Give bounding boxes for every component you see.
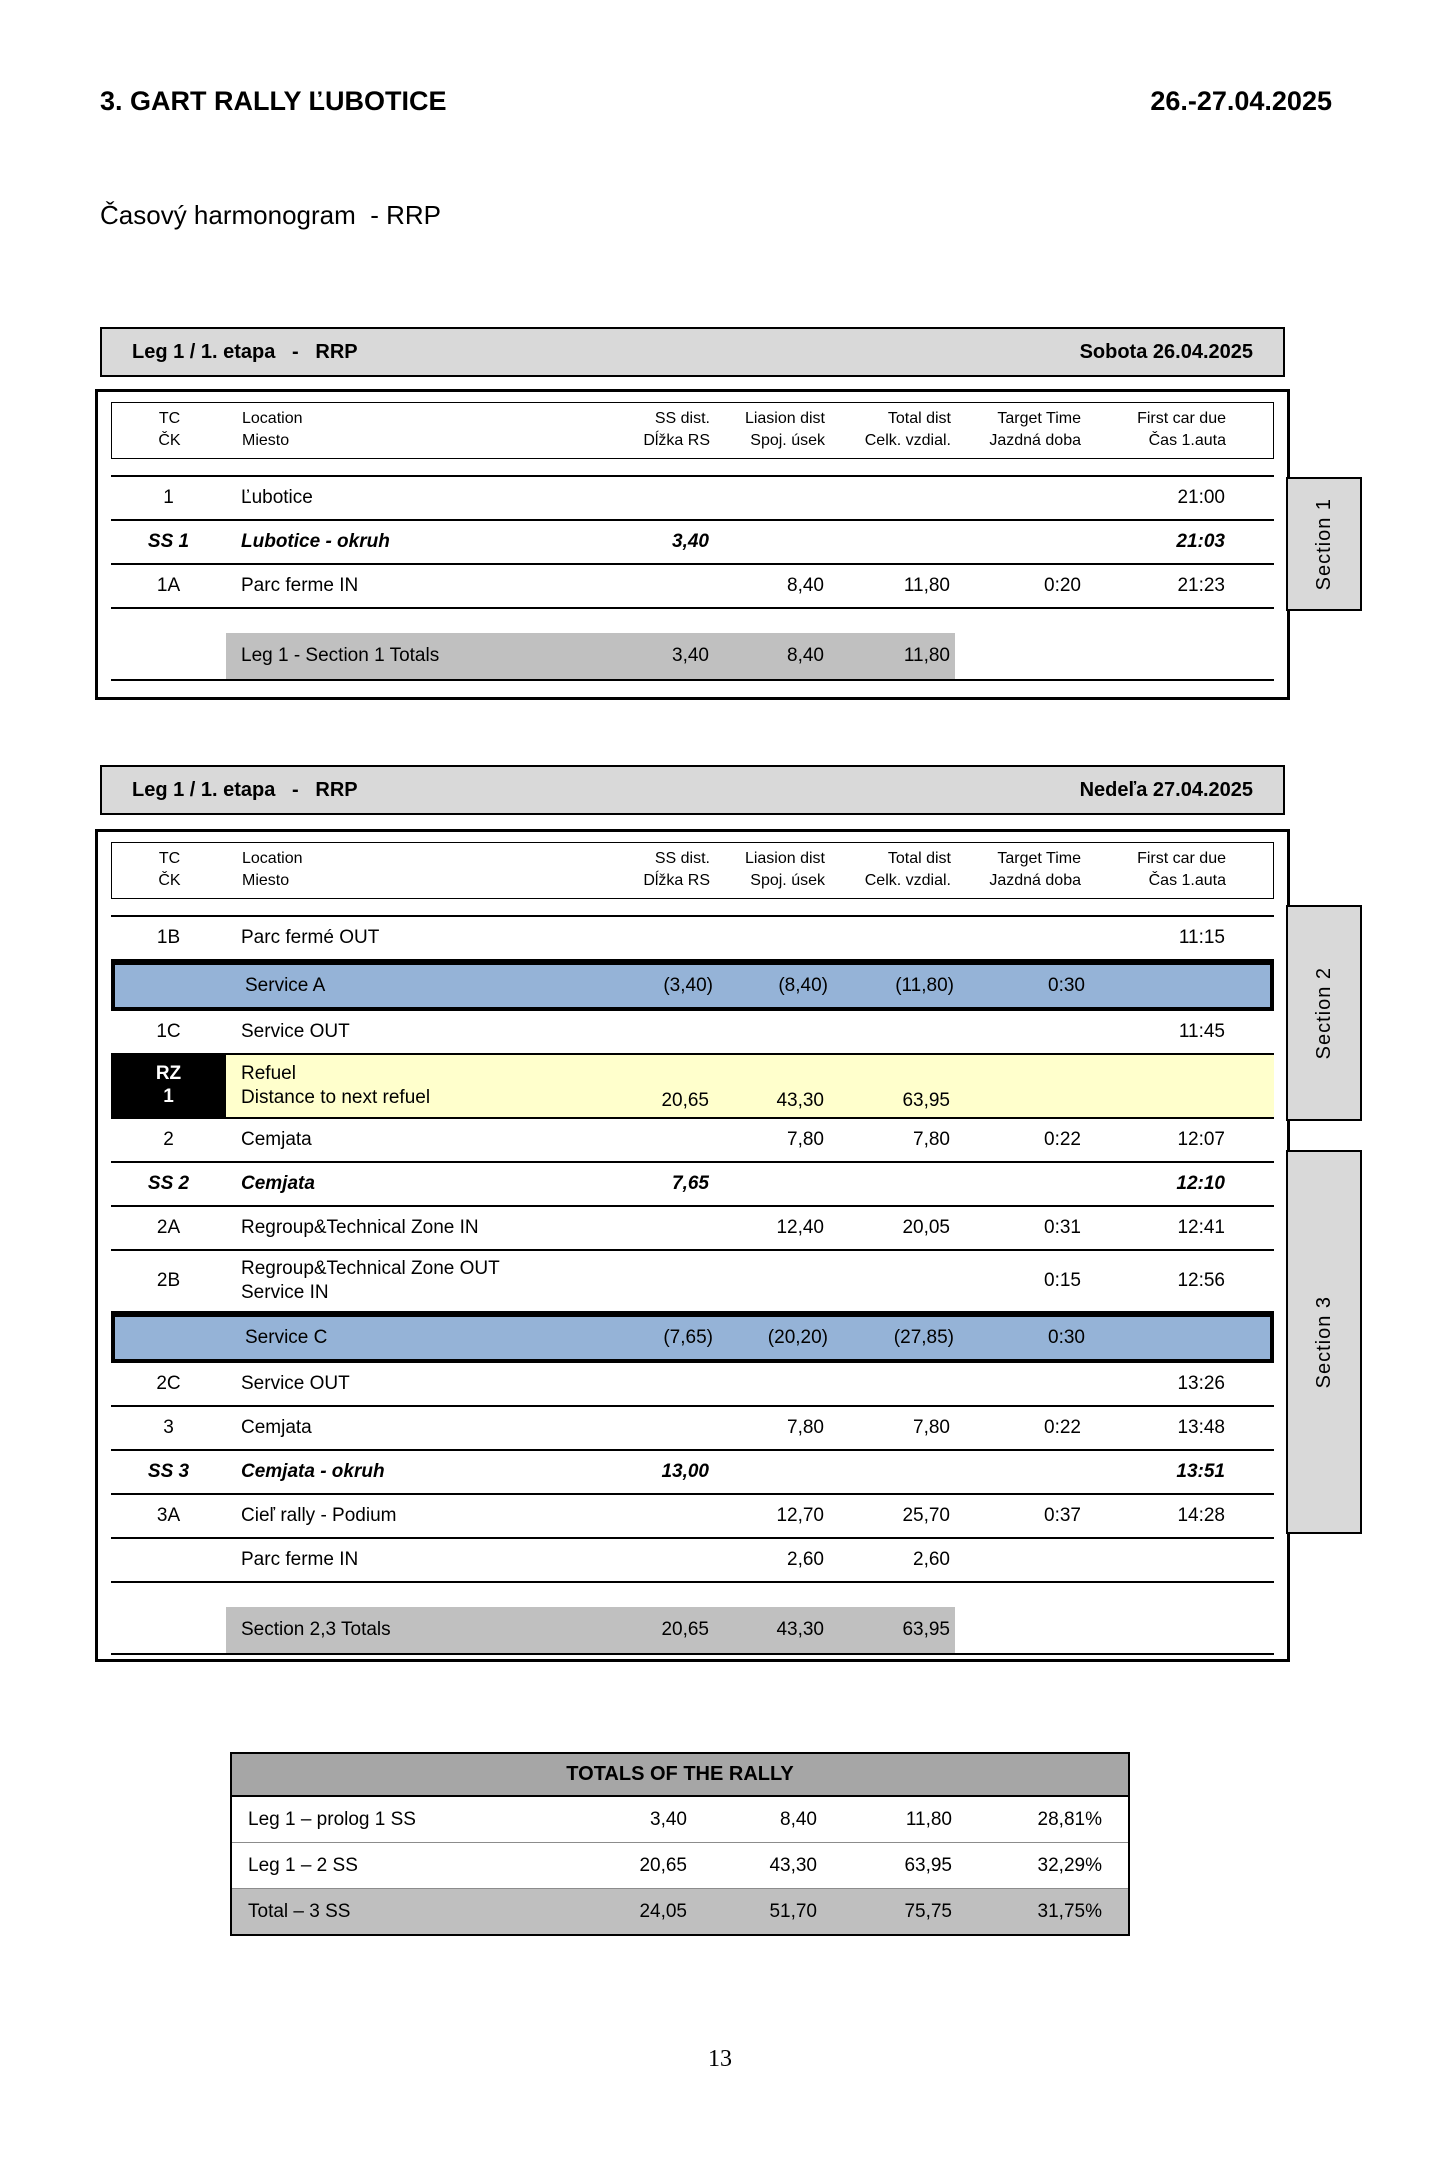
col-header-liaison-dist: Liasion dist Spoj. úsek xyxy=(744,850,825,889)
cell-tc: 2C xyxy=(156,1373,181,1395)
cell-liaison-dist: 43,30 xyxy=(776,1090,824,1112)
cell-liaison-dist: 12,40 xyxy=(776,1217,824,1239)
rally-totals-row xyxy=(232,1797,1128,1842)
totals-total: 11,80 xyxy=(829,633,955,679)
rally-totals-row-total xyxy=(232,1888,1128,1934)
schedule-table-sunday xyxy=(95,829,1290,1662)
leg-title: Leg 1 / 1. etapa - RRP xyxy=(132,340,358,363)
rally-row-pct: 28,81% xyxy=(1037,1808,1102,1830)
cell-total-dist: 25,70 xyxy=(902,1505,950,1527)
cell-first-car: 21:00 xyxy=(1177,487,1225,509)
cell-location: Lubotice - okruh xyxy=(241,531,390,553)
cell-tc: 3 xyxy=(163,1417,174,1439)
table-rows xyxy=(111,915,1274,1583)
schedule-table-saturday xyxy=(95,389,1290,700)
special-stage-row xyxy=(111,1163,1274,1207)
table-row xyxy=(111,1407,1274,1451)
cell-ss-dist: 3,40 xyxy=(672,531,709,553)
special-stage-row xyxy=(111,521,1274,565)
cell-first-car: 21:23 xyxy=(1177,575,1225,597)
rally-row-ss: 20,65 xyxy=(639,1854,687,1876)
cell-total-dist: (11,80) xyxy=(895,975,954,997)
cell-location: Parc ferme IN xyxy=(241,1549,359,1571)
section-2-tab: Section 2 xyxy=(1286,905,1362,1121)
cell-ss-dist: 7,65 xyxy=(672,1173,709,1195)
cell-tc: SS 3 xyxy=(147,1461,190,1483)
special-stage-row xyxy=(111,1451,1274,1495)
cell-liaison-dist: (8,40) xyxy=(778,975,828,997)
rally-row-pct: 31,75% xyxy=(1037,1900,1102,1922)
col-header-target-time: Target Time Jazdná doba xyxy=(989,410,1081,449)
col-header-total-dist: Total dist Celk. vzdial. xyxy=(864,410,951,449)
table-row xyxy=(111,1119,1274,1163)
leg-date: Sobota 26.04.2025 xyxy=(1079,340,1253,363)
table-row xyxy=(111,477,1274,521)
cell-location: Cemjata - okruh xyxy=(241,1461,385,1483)
rally-title: 3. GART RALLY ĽUBOTICE xyxy=(100,86,447,116)
cell-location: Ľubotice xyxy=(241,487,313,509)
cell-first-car: 12:07 xyxy=(1177,1129,1225,1151)
leg-title: Leg 1 / 1. etapa - RRP xyxy=(132,778,358,801)
table-row xyxy=(111,1251,1274,1313)
leg-date: Nedeľa 27.04.2025 xyxy=(1079,778,1253,801)
rally-row-ss: 24,05 xyxy=(639,1900,687,1922)
cell-target-time: 0:37 xyxy=(1044,1505,1081,1527)
cell-location: Service A xyxy=(245,975,326,997)
table-row xyxy=(111,917,1274,961)
col-header-location: Location Miesto xyxy=(242,850,303,889)
cell-location: Parc fermé OUT xyxy=(241,927,380,949)
rally-totals-row xyxy=(232,1842,1128,1888)
cell-liaison-dist: 7,80 xyxy=(787,1129,824,1151)
table-row xyxy=(111,1207,1274,1251)
cell-tc: 2 xyxy=(163,1129,174,1151)
cell-liaison-dist: 7,80 xyxy=(787,1417,824,1439)
table-row xyxy=(111,1363,1274,1407)
cell-first-car: 14:28 xyxy=(1177,1505,1225,1527)
totals-liaison: 43,30 xyxy=(714,1607,829,1653)
table-row xyxy=(111,1539,1274,1583)
cell-first-car: 13:51 xyxy=(1176,1461,1225,1483)
cell-tc: SS 1 xyxy=(147,531,190,553)
cell-tc: 2B xyxy=(156,1270,181,1292)
section-1-tab: Section 1 xyxy=(1286,477,1362,611)
cell-total-dist: 20,05 xyxy=(902,1217,950,1239)
rally-row-ss: 3,40 xyxy=(650,1808,687,1830)
cell-ss-dist: (3,40) xyxy=(663,975,713,997)
cell-tc: 1 xyxy=(163,487,174,509)
cell-location: Service OUT xyxy=(241,1021,350,1043)
cell-location: Regroup&Technical Zone IN xyxy=(241,1217,479,1239)
col-header-target-time: Target Time Jazdná doba xyxy=(989,850,1081,889)
leg1-sunday-title-bar xyxy=(100,765,1285,815)
cell-target-time: 0:31 xyxy=(1044,1217,1081,1239)
cell-target-time: 0:22 xyxy=(1044,1129,1081,1151)
service-a-row xyxy=(111,961,1274,1011)
cell-liaison-dist: 2,60 xyxy=(787,1549,824,1571)
section23-totals-row xyxy=(111,1607,1274,1655)
page-number: 13 xyxy=(708,2046,732,2072)
section-3-tab: Section 3 xyxy=(1286,1150,1362,1534)
rally-row-label: Total – 3 SS xyxy=(248,1900,351,1922)
totals-ss: 20,65 xyxy=(626,1607,714,1653)
cell-location: Parc ferme IN xyxy=(241,575,359,597)
cell-total-dist: (27,85) xyxy=(893,1327,954,1349)
cell-target-time: 0:22 xyxy=(1044,1417,1081,1439)
rally-row-label: Leg 1 – 2 SS xyxy=(248,1854,358,1876)
cell-total-dist: 63,95 xyxy=(902,1090,950,1112)
cell-total-dist: 11,80 xyxy=(903,575,950,597)
cell-total-dist: 7,80 xyxy=(913,1129,950,1151)
cell-ss-dist: 20,65 xyxy=(661,1090,709,1112)
refuel-zone-badge: RZ 1 xyxy=(111,1055,226,1117)
document-header xyxy=(100,86,1332,117)
cell-target-time: 0:15 xyxy=(1044,1270,1081,1292)
cell-ss-dist: 13,00 xyxy=(661,1461,709,1483)
totals-total: 63,95 xyxy=(829,1607,955,1653)
cell-tc: 3A xyxy=(156,1505,181,1527)
col-header-ss-dist: SS dist. Dĺžka RS xyxy=(643,850,710,889)
cell-first-car: 12:41 xyxy=(1177,1217,1225,1239)
cell-tc: 1A xyxy=(156,575,181,597)
cell-location: Cemjata xyxy=(241,1129,312,1151)
cell-location: Cieľ rally - Podium xyxy=(241,1505,397,1527)
col-header-tc: TC ČK xyxy=(158,850,181,889)
service-c-row xyxy=(111,1313,1274,1363)
cell-liaison-dist: 8,40 xyxy=(787,575,824,597)
totals-label: Leg 1 - Section 1 Totals xyxy=(226,633,626,679)
cell-liaison-dist: 12,70 xyxy=(776,1505,824,1527)
rally-row-total: 11,80 xyxy=(905,1808,952,1830)
col-header-location: Location Miesto xyxy=(242,410,303,449)
table-row xyxy=(111,1011,1274,1055)
rally-row-label: Leg 1 – prolog 1 SS xyxy=(248,1808,416,1830)
rally-dates: 26.-27.04.2025 xyxy=(1150,86,1332,116)
cell-first-car: 21:03 xyxy=(1176,531,1225,553)
col-header-first-car: First car due Čas 1.auta xyxy=(1137,410,1226,449)
cell-target-time: 0:30 xyxy=(1048,1327,1085,1349)
cell-target-time: 0:30 xyxy=(1048,975,1085,997)
cell-location: Cemjata xyxy=(241,1173,315,1195)
cell-location: Refuel Distance to next refuel xyxy=(241,1062,431,1109)
cell-first-car: 12:56 xyxy=(1177,1270,1225,1292)
leg1-saturday-title-bar xyxy=(100,327,1285,377)
rally-totals-table xyxy=(230,1752,1130,1936)
rally-row-liaison: 8,40 xyxy=(780,1808,817,1830)
cell-first-car: 11:45 xyxy=(1178,1021,1225,1043)
cell-location: Service OUT xyxy=(241,1373,350,1395)
cell-tc: SS 2 xyxy=(147,1173,190,1195)
cell-location: Regroup&Technical Zone OUT Service IN xyxy=(241,1257,500,1304)
col-header-liaison-dist: Liasion dist Spoj. úsek xyxy=(744,410,825,449)
cell-location: Cemjata xyxy=(241,1417,312,1439)
cell-first-car: 11:15 xyxy=(1178,927,1225,949)
cell-first-car: 12:10 xyxy=(1176,1173,1225,1195)
table-row xyxy=(111,565,1274,609)
col-header-tc: TC ČK xyxy=(158,410,181,449)
column-header-row xyxy=(111,402,1274,459)
rally-row-liaison: 43,30 xyxy=(769,1854,817,1876)
cell-liaison-dist: (20,20) xyxy=(767,1327,828,1349)
col-header-first-car: First car due Čas 1.auta xyxy=(1137,850,1226,889)
rally-row-total: 75,75 xyxy=(904,1900,952,1922)
table-rows xyxy=(111,475,1274,609)
cell-location: Service C xyxy=(245,1327,328,1349)
rally-row-liaison: 51,70 xyxy=(769,1900,817,1922)
totals-label: Section 2,3 Totals xyxy=(226,1607,626,1653)
cell-target-time: 0:20 xyxy=(1044,575,1081,597)
rally-row-pct: 32,29% xyxy=(1037,1854,1102,1876)
document-subtitle: Časový harmonogram - RRP xyxy=(100,200,441,230)
cell-tc: 2A xyxy=(156,1217,181,1239)
col-header-total-dist: Total dist Celk. vzdial. xyxy=(864,850,951,889)
cell-ss-dist: (7,65) xyxy=(663,1327,713,1349)
table-row xyxy=(111,1495,1274,1539)
rally-row-total: 63,95 xyxy=(904,1854,952,1876)
section1-totals-row xyxy=(111,633,1274,681)
cell-first-car: 13:48 xyxy=(1177,1417,1225,1439)
cell-total-dist: 2,60 xyxy=(913,1549,950,1571)
cell-total-dist: 7,80 xyxy=(913,1417,950,1439)
cell-first-car: 13:26 xyxy=(1177,1373,1225,1395)
totals-ss: 3,40 xyxy=(626,633,714,679)
rally-totals-title: TOTALS OF THE RALLY xyxy=(232,1754,1128,1797)
cell-tc: 1C xyxy=(156,1021,181,1043)
totals-liaison: 8,40 xyxy=(714,633,829,679)
cell-tc: 1B xyxy=(156,927,181,949)
column-header-row xyxy=(111,842,1274,899)
col-header-ss-dist: SS dist. Dĺžka RS xyxy=(643,410,710,449)
refuel-zone-row xyxy=(111,1055,1274,1119)
